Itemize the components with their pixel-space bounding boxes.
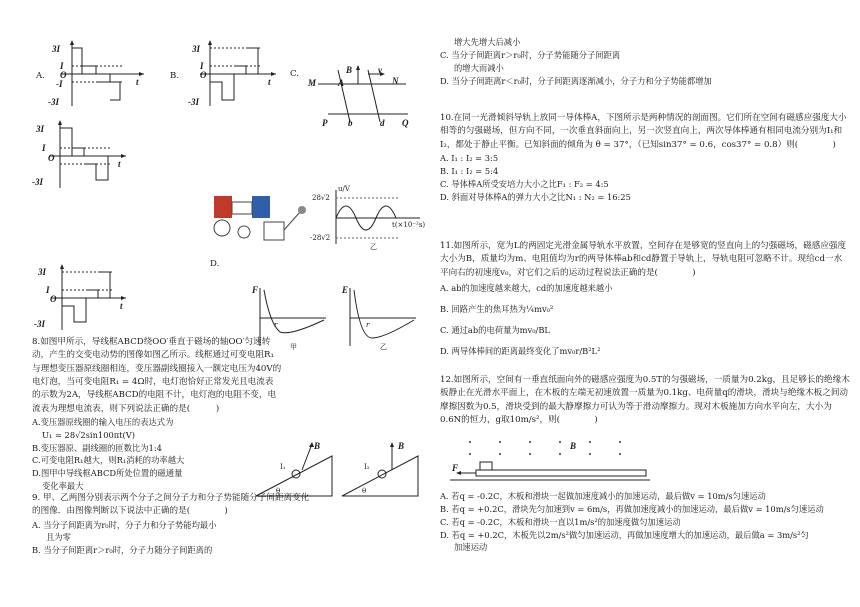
q12-stem: 12.如图所示，空间有一垂直纸面向外的磁感应强度为0.5T的匀强磁场，一质量为0.2kg，且足够长的绝缘木板静止在光滑水平面上，在木板的左端无初速放置一质量为0.1kg、电荷量q的滑块，滑块与绝缘木板之间动摩擦因数为0.5，滑块受到的最大静摩擦力可认为等于滑动摩擦力。现对木板施加方向水平向左，大小为0.6N的恒力，g取10m/s²，则( ) [440,375,850,425]
generator-apparatus-figure [210,182,310,248]
question-11 [440,240,850,357]
graph-a-t: t [136,77,139,87]
graph-option-b [170,40,280,110]
wave-caption: 乙 [370,243,377,251]
q11-option-c[interactable]: C. 通过ab的电荷量为mv₀/BL [440,324,550,335]
q9-option-b-cont: 增大先增大后减小 [454,37,521,47]
q8-option-c[interactable]: C.可变电阻R₁越大，则R₁消耗的功率越大 [32,455,185,466]
question-9 [32,492,314,557]
q11-option-a[interactable]: A. ab的加速度越来越大，cd的加速度越来越小 [440,282,613,293]
q8-option-a[interactable]: A.变压器原线圈的输入电压的表达式为 [32,416,174,427]
graph-c-i: I [42,143,46,153]
q10-option-d[interactable]: D. 斜面对导体棒A的弹力大小之比N₁ : N₂ = 16:25 [440,191,631,202]
graph-a-o: O [60,70,67,80]
incline-figures [252,440,422,500]
graph-option-a [36,40,146,110]
q8-option-d-cont: 变化率最大 [42,481,84,492]
graph-c-letter: C. [290,69,300,79]
force-r0a: r [274,321,278,329]
label-m: M [308,78,317,88]
graph-d-letter: D. [210,259,220,269]
graph-d-3i: 3I [38,267,47,277]
graph-b-3i: 3I [192,44,201,54]
q12-option-c[interactable]: C. 若q = -0.2C，木板和滑块一直以1m/s²的加速度做匀加速运动 [440,516,681,527]
incline-i1: I₁ [280,463,286,471]
board-f: F [452,463,459,473]
wave-xaxis: t(×10⁻²s) [392,221,426,229]
q9-option-c-cont: 的增大而减小 [454,62,504,73]
q12-option-b[interactable]: B. 若q = +0.2C，滑块先匀加速到v = 6m/s，再做加速度减小的加速运动，最后做v = 10m/s匀速运动 [440,503,824,514]
graph-option-d [30,262,130,334]
wave-top: 28√2 [312,194,330,202]
graph-c-3i: 3I [36,124,45,134]
q9-option-d[interactable]: D. 当分子间距离r＜r₀时，分子间距离逐渐减小，分子力和分子势能都增加 [440,75,712,86]
graph-c-t: t [118,159,121,169]
graph-b-neg3i: -3I [188,97,199,107]
board-slider-diagram [450,436,650,484]
graph-a-neg3i: -3I [48,97,59,107]
q8-option-d[interactable]: D.图甲中导线框ABCD所处位置的磁通量 [32,468,183,479]
q12-option-a[interactable]: A. 若q = -0.2C，木板和滑块一起做加速度减小的加速运动，最后做v = 10m/s匀速运动 [440,491,766,501]
label-q: Q [402,118,409,128]
graph-d-t: t [120,301,123,311]
graph-d-neg3i: -3I [34,319,45,329]
label-n: N [392,76,399,86]
q11-option-b[interactable]: B. 回路产生的焦耳热为¼mv₀² [440,303,554,314]
graph-d-o: O [50,294,57,304]
q10-stem: 10.在同一光滑倾斜导轨上放同一导体棒A，下图所示是两种情况的剖面图。它们所在空间有磁感应强度大小相等的匀强磁场，但方向不同，一次垂直斜面向上，另一次竖直向上，两次导体棒通有相同电流分别为I₁和I₂，都处于静止平衡。已知斜面的倾角为 θ = 37°，（已知sin37° = 0.6，cos37° = 0.8）则( ) [440,113,847,150]
incline-theta2: θ [362,487,367,495]
wave-bot: -28√2 [310,234,331,242]
question-9-continued [440,36,850,87]
graph-d-i: I [46,285,50,295]
magnet-pole-diagram [288,62,418,132]
incline-b2: B [398,441,405,451]
q11-option-d[interactable]: D. 两导体棒间的距离最终变化了mv₀r/B²L² [440,345,601,356]
question-12 [440,374,850,427]
graph-b-o: O [200,70,207,80]
label-v0: v [378,65,382,75]
q10-option-a[interactable]: A. I₁ : I₂ = 3:5 [440,152,499,163]
q9-option-a[interactable]: A. 当分子间距离为r₀时，分子力和分子势能均最小 [32,519,217,530]
label-p: P [322,118,328,128]
q9-stem: 9. 甲、乙两图分别表示两个分子之间分子力和分子势能随分子间距离变化的图像．由图像判断以下说法中正确的是( ) [32,493,310,517]
q12-option-d[interactable]: D. 若q = +0.2C，木板先以2m/s²做匀加速运动，再做加速度增大的加速运动，最后做a = 3m/s²匀 [440,529,809,540]
label-b-field: B [346,65,353,75]
graph-b-i: I [200,61,204,71]
graph-a-negi: -I [56,79,63,89]
q9-option-c[interactable]: C. 当分子间距离r＞r₀时，分子势能随分子间距离 [440,49,621,60]
incline-i2: I₂ [364,463,370,471]
graph-b-t: t [268,77,271,87]
q8-option-b[interactable]: B.变压器原、副线圈的匝数比为1:4 [32,442,162,453]
graph-a-letter: A. [36,71,45,81]
force-r0b: r [366,321,370,329]
board-b: B [570,441,577,451]
graph-b-letter: B. [170,71,180,81]
question-10 [440,112,850,203]
question-12-options [440,490,850,554]
q11-stem: 11.如图所示，宽为L的两固定光滑金属导轨水平放置，空间存在是够宽的竖直向上的匀强磁场，磁感应强度大小为B，质量均为m、电阻值均为r的两导体棒ab和cd静置于导轨上，导轨电阻可忽略不计。现给cd一水平向右的初速度v₀，对它们之后的运动过程说法正确的是( ) [440,241,847,278]
label-b-small: b [348,118,353,128]
force-f: F [252,285,259,295]
incline-b1: B [314,441,321,451]
graph-option-c-current [30,118,130,192]
q10-option-b[interactable]: B. I₁ : I₂ = 5:4 [440,165,499,176]
q10-option-c[interactable]: C. 导体棒A所受安培力大小之比F₁ : F₂ = 4:5 [440,178,609,189]
q9-option-b[interactable]: B. 当分子间距离r＞r₀时，分子力随分子间距离的 [32,545,213,556]
q12-option-d-cont: 加速运动 [454,542,488,553]
graph-c-neg3i: -3I [32,177,43,187]
q9-option-a-cont: 且为零 [46,532,71,543]
label-a: A [338,78,345,88]
wave-yaxis: u/V [338,185,350,193]
incline-theta1: θ [276,487,281,495]
graph-a-i: I [60,61,64,71]
graph-a-3i: 3I [52,44,61,54]
question-8 [32,336,282,493]
q8-option-a-expr: U₁ = 28√2sin100πt(V) [42,429,136,440]
label-d: d [380,118,385,128]
q8-stem: 8.如图甲所示，导线框ABCD绕OO′垂直于磁场的轴OO′匀速转动，产生的交变电动势的图像如图乙所示。线框通过可变电阻R₁与理想变压器原线圈相连，变压器副线圈接入一额定电压为40V的电灯泡，当可变电阻R₁ = 4Ω时，电灯泡恰好正常发光且电流表的示数为2A，导线框ABCD的电阻不计，电灯泡的电阻不变，电流表为理想电流表，则下列说法正确的是( ) [32,337,282,414]
graph-c-o: O [48,153,55,163]
force-ep: E [342,285,349,295]
force-jia: 甲 [290,343,297,351]
force-yi: 乙 [380,343,387,351]
sine-wave-graph [310,185,426,252]
